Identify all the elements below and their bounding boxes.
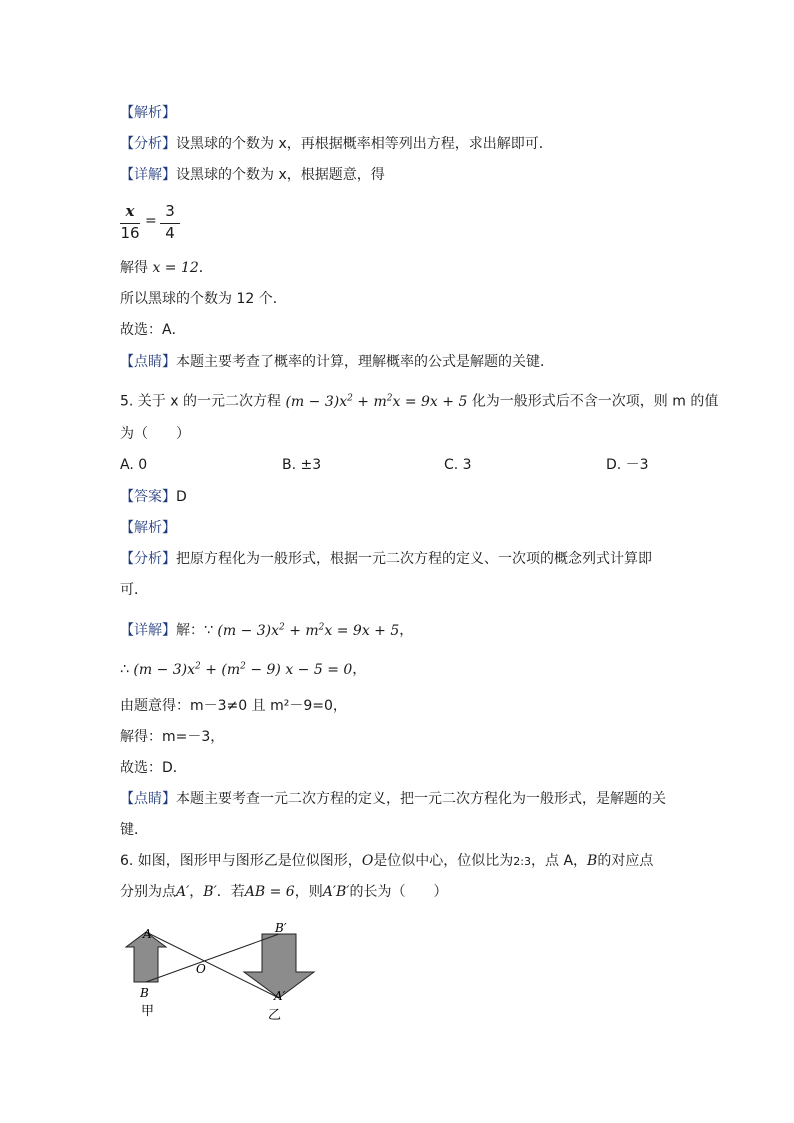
label-a-prime: A′ [274,989,286,1003]
analysis-heading: 【解析】 [120,105,176,121]
analysis-heading-2: 【解析】 [120,520,176,536]
question-6-line1: 6. 如图，图形甲与图形乙是位似图形，O是位似中心，位似比为2:3，点 A，B的对应点 [120,853,654,869]
analysis-tag: 【分析】 [120,136,176,152]
question-5-equation: $(m - 3)x^2 + m^2x = 9x + 5$ [285,393,468,410]
option-b: B. ±3 [282,457,322,473]
fraction-denominator-left: 16 [120,224,140,242]
line-a-to-a-prime [146,932,279,998]
solve-line [120,258,213,278]
choice-line: 故选：A． [120,322,186,338]
fraction-denominator-right: 4 [165,224,175,242]
question-5-stem-a: 5. 关于 x 的一元二次方程 [120,393,281,410]
analysis-2-text: 把原方程化为一般形式，根据一元二次方程的定义、一次项的概念列式计算即 [176,551,652,567]
comment-line [120,352,554,372]
comment-2-line1 [120,789,666,809]
comment-2-tag: 【点睛】 [120,791,176,807]
homothety-figure [120,920,330,1020]
analysis-2-tag: 【分析】 [120,551,176,567]
condition-line: 由题意得：m－3≠0 且 m²－9=0， [120,698,347,714]
comment-tag: 【点睛】 [120,354,176,370]
question-5-line1 [120,388,718,412]
solve-2-line: 解得：m=－3， [120,729,225,745]
fraction-equation [120,204,180,244]
option-a: A. 0 [120,457,148,473]
analysis-2-line2: 可． [120,582,148,598]
therefore-equation: $(m - 3)x^2 + (m^2 - 9)$ x − 5 = 0 [133,661,353,678]
solve-end: ． [198,260,213,276]
detail-2-equation: $(m - 3)x^2 + m^2x = 9x + 5$ [217,622,400,639]
conclusion-line: 所以黑球的个数为 12 个． [120,291,287,307]
therefore-line: ∴ $(m - 3)x^2 + (m^2 - 9)$ x − 5 = 0， [120,661,367,678]
fraction-numerator-left: x [125,202,135,220]
label-o: O [196,962,206,976]
caption-yi: 乙 [268,1008,282,1020]
therefore-symbol: ∴ [120,661,129,678]
fraction-equals: = [145,213,157,229]
analysis-line [120,134,553,154]
question-6-line2: 分别为点A′，B′．若AB = 6，则A′B′的长为（ ） [120,884,448,900]
option-c: C. 3 [444,457,472,473]
comment-2-text: 本题主要考查一元二次方程的定义，把一元二次方程化为一般形式，是解题的关 [176,791,666,807]
comment-2-line2: 键． [120,822,148,838]
option-d: D. －3 [606,457,649,473]
solve-math: x = 12 [152,260,199,276]
question-5-stem-b: 化为一般形式后不含一次项，则 m 的值 [471,393,719,410]
answer-tag: 【答案】 [120,489,176,505]
fraction-numerator-right: 3 [165,202,175,220]
answer-value: D [176,489,187,505]
answer-line [120,487,187,507]
choice-2-line: 故选：D． [120,760,187,776]
detail-2-line: 【详解】解：∵ $(m - 3)x^2 + m^2x = 9x + 5$， [120,622,414,639]
solve-text: 解得 [120,260,148,276]
question-5-line2: 为（ ） [120,426,190,442]
comment-text: 本题主要考查了概率的计算，理解概率的公式是解题的关键． [176,354,554,370]
label-b: B [140,986,149,1000]
analysis-2-line1 [120,549,652,569]
detail-2-tag: 【详解】 [120,622,176,639]
label-a: A [143,927,152,941]
caption-jia: 甲 [141,1004,155,1019]
analysis-text: 设黑球的个数为 x，再根据概率相等列出方程，求出解即可． [176,136,553,152]
label-b-prime: B′ [275,921,287,935]
detail-2-text: 解：∵ [176,622,213,639]
detail-tag: 【详解】 [120,167,176,183]
detail-line [120,165,385,185]
detail-text: 设黑球的个数为 x，根据题意，得 [176,167,385,183]
